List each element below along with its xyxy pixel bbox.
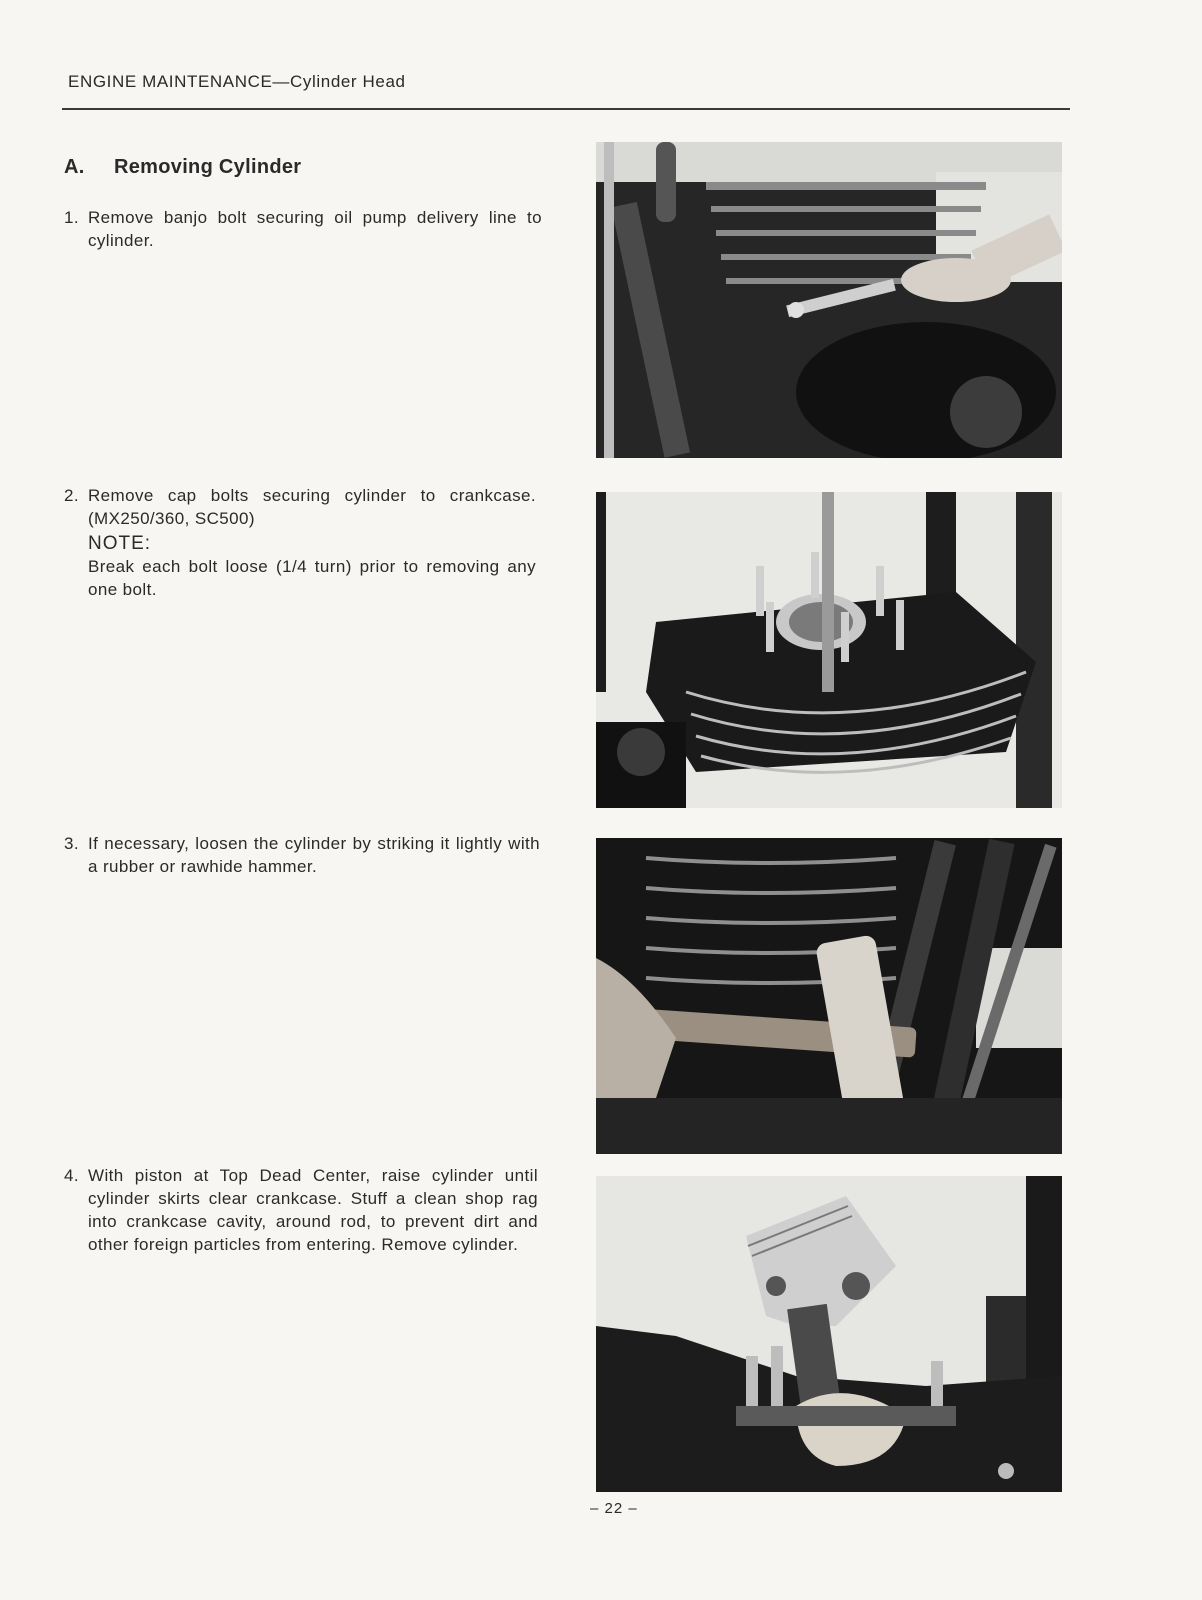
header-rule [62, 108, 1070, 110]
section-title [64, 156, 301, 179]
step-number: 4. [64, 1166, 79, 1185]
step-3 [64, 832, 540, 878]
note-text: Break each bolt loose (1/4 turn) prior to removing any one bolt. [88, 557, 536, 599]
step-number: 1. [64, 208, 79, 227]
page-header: ENGINE MAINTENANCE—Cylinder Head [68, 72, 406, 91]
step-text: Remove banjo bolt securing oil pump delivery line to cylinder. [88, 208, 542, 250]
section-letter: A. [64, 156, 85, 178]
step-number: 2. [64, 486, 79, 505]
step-number: 3. [64, 834, 79, 853]
photo-rawhide-hammer [596, 838, 1062, 1154]
step-text: With piston at Top Dead Center, raise cylinder until cylinder skirts clear crankcase. Stuff a clean shop rag into crankcase cavity, around rod, to prevent dirt and other foreign particles from entering. Remove cylinder. [88, 1166, 538, 1254]
photo-piston-rag [596, 1176, 1062, 1492]
photo-cylinder-studs [596, 492, 1062, 808]
note-label: NOTE: [88, 533, 152, 554]
step-1 [64, 206, 542, 252]
photo-banjo-bolt [596, 142, 1062, 458]
step-2 [64, 484, 536, 601]
section-heading: Removing Cylinder [114, 156, 302, 178]
step-text: Remove cap bolts securing cylinder to crankcase. (MX250/360, SC500) [88, 486, 536, 528]
page-number: – 22 – [590, 1500, 638, 1517]
step-4 [64, 1164, 538, 1256]
step-text: If necessary, loosen the cylinder by striking it lightly with a rubber or rawhide hammer. [88, 834, 540, 876]
